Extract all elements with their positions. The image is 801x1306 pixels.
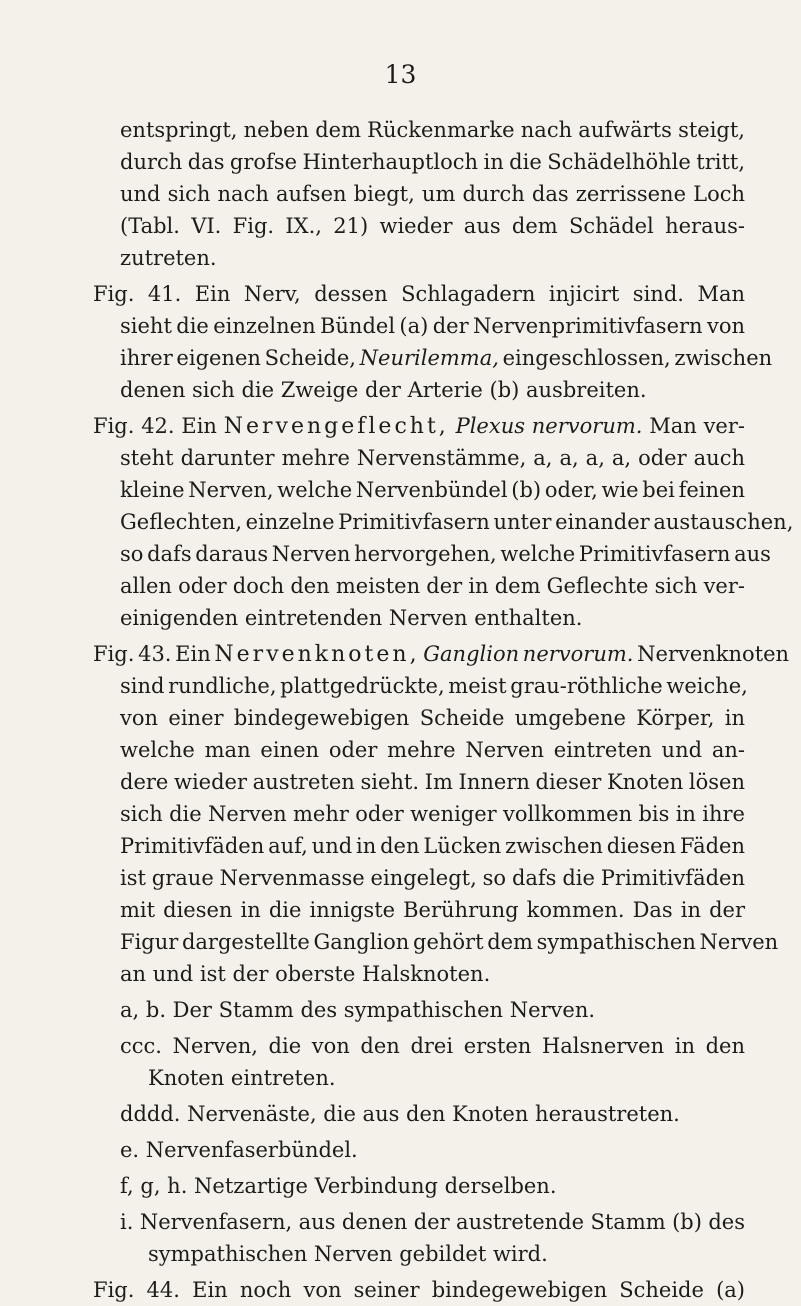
text-segment: Man ver- [642, 414, 745, 438]
legend-line [120, 1135, 358, 1165]
text-segment: allen oder doch den meisten der in dem Geflechte sich ver- [120, 574, 745, 598]
text-segment: durch das grofse Hinterhauptloch in die Schädelhöhle tritt, [120, 150, 746, 174]
text-line [120, 311, 745, 341]
text-line [120, 179, 745, 209]
text-line [93, 279, 745, 309]
text-segment: entspringt, neben dem Rückenmarke nach aufwärts steigt, [120, 118, 745, 142]
text-line [120, 863, 745, 893]
legend-line [120, 1171, 557, 1201]
text-line [120, 799, 745, 829]
text-line [120, 571, 745, 601]
text-segment: zutreten. [120, 246, 217, 270]
text-line [93, 411, 745, 442]
text-line [120, 895, 745, 925]
text-line [120, 735, 745, 765]
legend-line [120, 1099, 680, 1129]
text-segment: und sich nach aufsen biegt, um durch das zerrissene Loch [120, 182, 745, 206]
text-segment: Geflechten, einzelne Primitivfasern unter einander austauschen, [120, 510, 794, 534]
text-segment: Fig. 41. Ein Nerv, dessen Schlagadern injicirt sind. Man [93, 282, 745, 306]
text-segment: von einer bindegewebigen Scheide umgebene Körper, in [120, 706, 745, 730]
text-segment: eingeschlossen, zwischen [498, 346, 773, 370]
text-segment: ihrer eigenen Scheide, [120, 346, 360, 370]
text-segment: sympathischen Nerven gebildet wird. [148, 1242, 548, 1266]
text-segment: dere wieder austreten sieht. Im Innern dieser Knoten lösen [120, 770, 745, 794]
text-segment: so dafs daraus Nerven hervorgehen, welche Primitivfasern aus [120, 542, 771, 566]
text-line [93, 639, 790, 670]
text-segment: i. Nervenfasern, aus denen der austretende Stamm (b) des [120, 1210, 745, 1234]
text-line [120, 703, 745, 733]
text-segment: Knoten eintreten. [148, 1066, 336, 1090]
text-line [120, 507, 794, 537]
text-segment: ccc. Nerven, die von den drei ersten Halsnerven in den [120, 1034, 745, 1058]
text-segment: Fig. 43. Ein [93, 642, 215, 666]
text-segment: dddd. Nervenäste, die aus den Knoten heraustreten. [120, 1102, 680, 1126]
text-line [120, 767, 745, 797]
text-segment: sich die Nerven mehr oder weniger vollkommen bis in ihre [120, 802, 745, 826]
text-segment: denen sich die Zweige der Arterie (b) ausbreiten. [120, 378, 647, 402]
legend-line [120, 1031, 745, 1061]
text-segment: sind rundliche, plattgedrückte, meist grau-röthliche weiche, [120, 674, 748, 698]
text-line [120, 603, 582, 633]
text-segment: Primitivfäden auf, und in den Lücken zwischen diesen Fäden [120, 834, 745, 858]
text-segment: Ganglion nervorum. [423, 642, 634, 666]
text-line [120, 927, 779, 957]
text-segment: kleine Nerven, welche Nervenbündel (b) oder, wie bei feinen [120, 478, 745, 502]
legend-line [148, 1239, 548, 1269]
legend-line [120, 1207, 745, 1237]
text-segment: mit diesen in die innigste Berührung kommen. Das in der [120, 898, 745, 922]
text-line [120, 375, 647, 405]
text-segment: f, g, h. Netzartige Verbindung derselben. [120, 1174, 557, 1198]
text-line [120, 475, 745, 505]
text-line [120, 343, 773, 373]
text-segment: e. Nervenfaserbündel. [120, 1138, 358, 1162]
text-segment: einigenden eintretenden Nerven enthalten. [120, 606, 583, 630]
text-line [93, 1275, 745, 1305]
text-line [120, 147, 745, 177]
text-line [120, 443, 745, 473]
legend-line [148, 1063, 336, 1093]
text-line [120, 211, 745, 241]
text-segment: an und ist der oberste Halsknoten. [120, 962, 491, 986]
text-segment: (Tabl. VI. Fig. IX., 21) wieder aus dem Schädel heraus- [120, 214, 745, 238]
page-number: 13 [384, 60, 417, 89]
legend-line [120, 995, 595, 1025]
text-segment: sieht die einzelnen Bündel (a) der Nervenprimitivfasern von [120, 314, 745, 338]
text-segment: Figur dargestellte Ganglion gehört dem sympathischen Nerven [120, 930, 779, 954]
text-segment: Nervenknoten [633, 642, 790, 666]
text-segment: ist graue Nervenmasse eingelegt, so dafs die Primitivfäden [120, 866, 745, 890]
text-segment [449, 414, 456, 438]
text-segment: steht darunter mehre Nervenstämme, a, a, a, a, oder auch [120, 446, 745, 470]
text-line [120, 959, 490, 989]
text-line [120, 243, 217, 273]
text-segment: welche man einen oder mehre Nerven eintreten und an- [120, 738, 745, 762]
text-segment: Fig. 44. Ein noch von seiner bindegewebigen Scheide (a) [93, 1278, 745, 1302]
text-segment: Fig. 42. Ein [93, 414, 224, 438]
text-segment: Plexus nervorum. [455, 414, 643, 438]
text-segment: Neurilemma, [359, 346, 499, 370]
text-segment: Nervengeflecht, [223, 414, 449, 439]
text-line [120, 539, 771, 569]
text-segment: a, b. Der Stamm des sympathischen Nerven. [120, 998, 596, 1022]
text-line [120, 831, 745, 861]
text-line [120, 671, 748, 701]
text-segment: Nervenknoten, [214, 642, 420, 667]
text-line [120, 115, 745, 145]
